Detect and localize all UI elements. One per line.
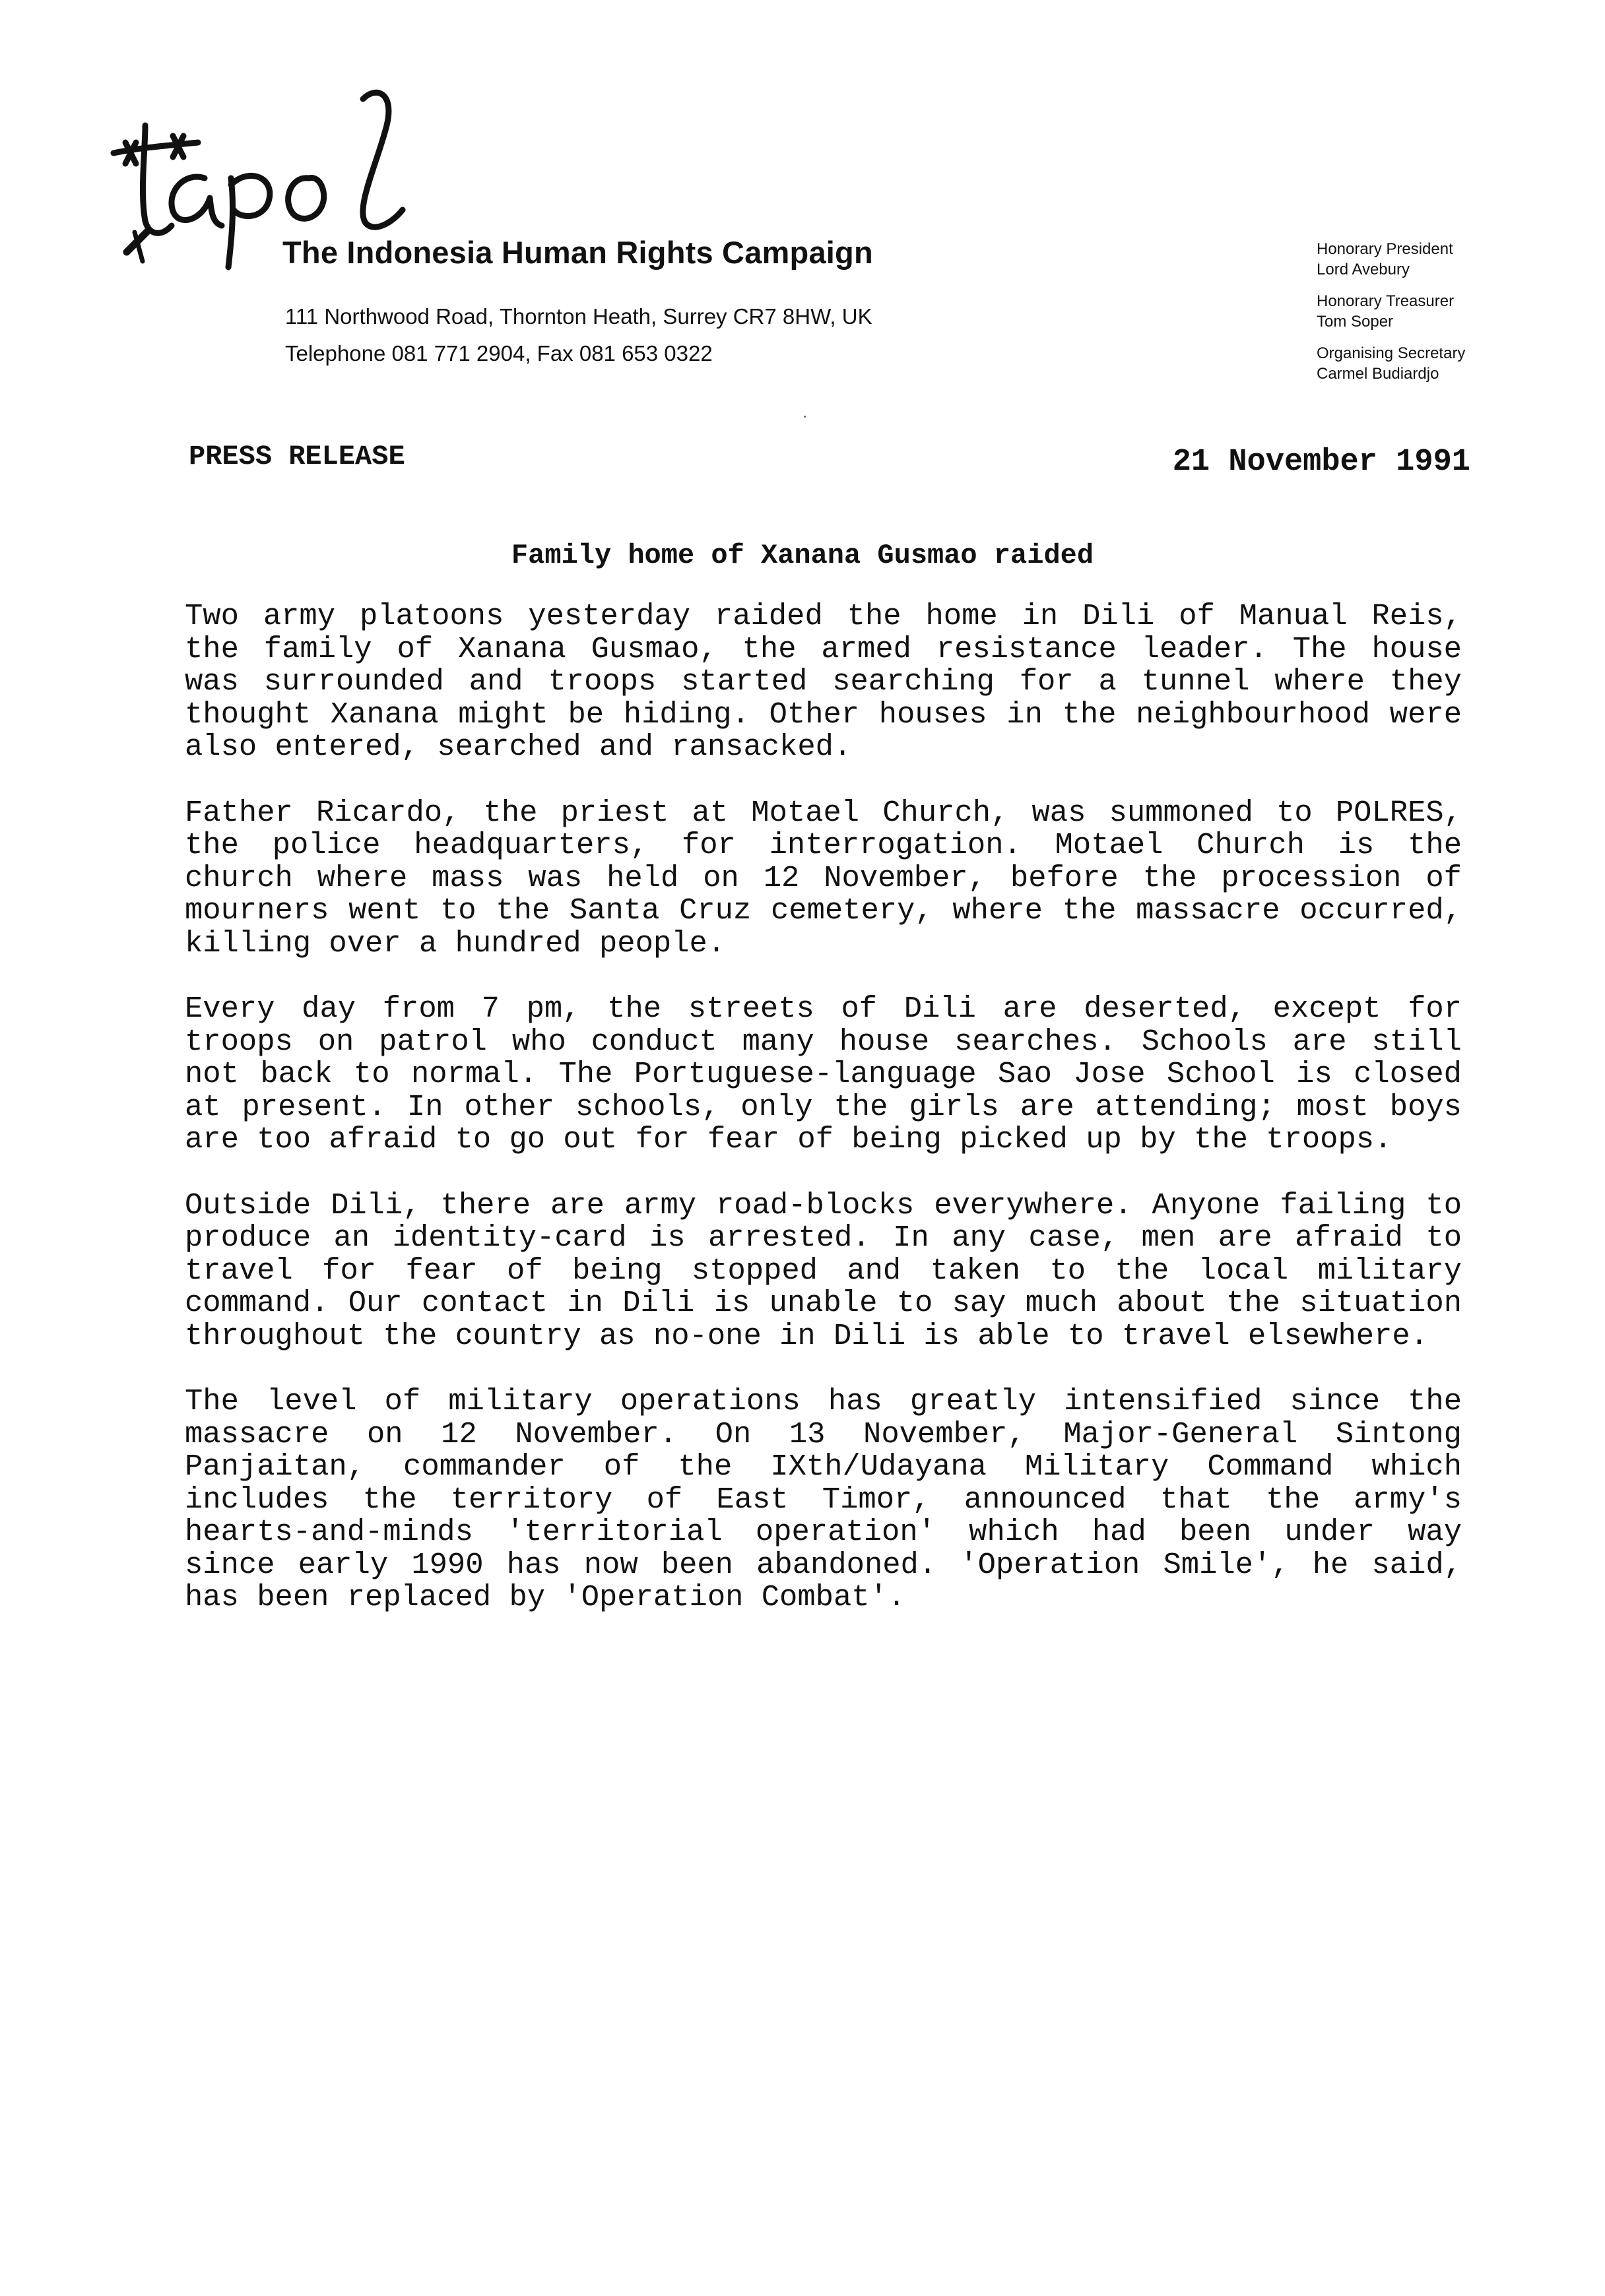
officer-role: Honorary Treasurer <box>1317 292 1455 310</box>
paragraph: Outside Dili, there are army road-blocks everywhere. Anyone failing to produce an identity-card is arrested. In any case, men are afraid to travel for fear of being stopped and taken to the local military command. Our contact in Dili is unable to say much about the situation throughout the country as no-one in Dili is able to travel elsewhere. <box>185 1188 1462 1353</box>
officer-honorary-treasurer <box>1317 291 1465 332</box>
address-line: 111 Northwood Road, Thornton Heath, Surrey CR7 8HW, UK <box>285 304 872 329</box>
release-date: 21 November 1991 <box>1172 445 1470 480</box>
officer-name: Lord Avebury <box>1317 261 1410 278</box>
officers-list <box>1317 239 1465 395</box>
scan-speck <box>804 416 806 418</box>
phone-fax-line: Telephone 081 771 2904, Fax 081 653 0322 <box>285 341 713 366</box>
address-block <box>285 298 872 372</box>
paragraph: The level of military operations has greatly intensified since the massacre on 12 November. On 13 November, Major-General Sintong Panjaitan, commander of the IXth/Udayana Military Command which includes the territory of East Timor, announced that the army's hearts-and-minds 'territorial operation' which had been under way since early 1990 has now been abandoned. 'Operation Smile', he said, has been replaced by 'Operation Combat'. <box>185 1384 1462 1614</box>
officer-name: Tom Soper <box>1317 313 1394 331</box>
paragraph: Father Ricardo, the priest at Motael Church, was summoned to POLRES, the police headquarters, for interrogation. Motael Church is the church where mass was held on 12 November, before the procession of mourners went to the Santa Cruz cemetery, where the massacre occurred, killing over a hundred people. <box>185 795 1462 961</box>
officer-role: Honorary President <box>1317 240 1453 258</box>
body-text <box>185 600 1462 1647</box>
officer-honorary-president <box>1317 239 1465 280</box>
officer-role: Organising Secretary <box>1317 344 1466 362</box>
officer-organising-secretary <box>1317 343 1465 384</box>
press-release-label: PRESS RELEASE <box>189 441 405 472</box>
headline: Family home of Xanana Gusmao raided <box>511 540 1094 571</box>
paragraph: Two army platoons yesterday raided the home in Dili of Manual Reis, the family of Xanana Gusmao, the armed resistance leader. The house was surrounded and troops started searching for a tunnel where they thought Xanana might be hiding. Other houses in the neighbourhood were also entered, searched and ransacked. <box>185 599 1462 764</box>
paragraph: Every day from 7 pm, the streets of Dili are deserted, except for troops on patrol who conduct many house searches. Schools are still not back to normal. The Portuguese-language Sao Jose School is closed at present. In other schools, only the girls are attending; most boys are too afraid to go out for fear of being picked up by the troops. <box>185 992 1462 1157</box>
officer-name: Carmel Budiardjo <box>1317 365 1439 383</box>
organisation-name: The Indonesia Human Rights Campaign <box>282 235 873 270</box>
